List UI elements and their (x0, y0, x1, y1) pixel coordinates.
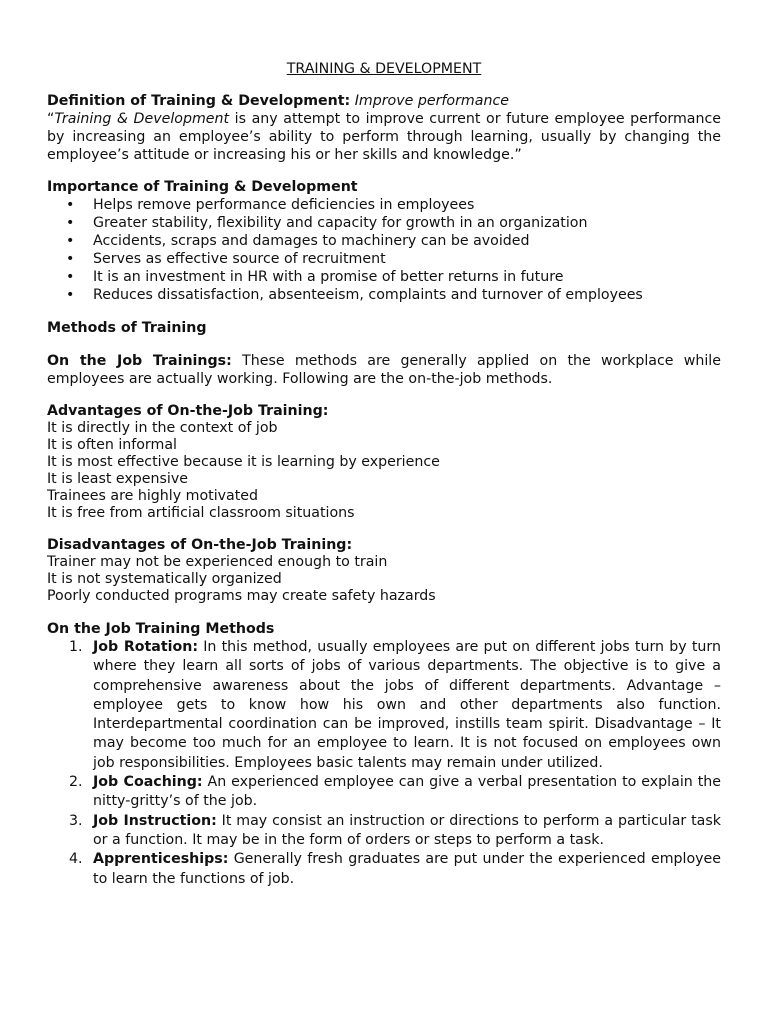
method-label: Job Instruction: (93, 812, 217, 829)
quote-open: “ (47, 111, 55, 127)
on-job-text: These methods are generally applied on the workplace while employees are actually working. Following are the on-the-job methods. (47, 353, 721, 387)
advantage-line: It is most effective because it is learning by experience (47, 454, 440, 470)
method-number: 2. (69, 774, 83, 791)
method-text: Generally fresh graduates are put under the experienced employee to learn the functions of job. (93, 851, 721, 887)
job-methods-list (47, 638, 721, 889)
bullet: • (66, 251, 75, 267)
method-text: An experienced employee can give a verbal presentation to explain the nitty-gritty’s of the job. (93, 774, 721, 810)
list-item (66, 232, 721, 250)
list-item-text: Greater stability, flexibility and capacity for growth in an organization (93, 215, 588, 231)
definition-text (47, 110, 721, 164)
methods-heading: Methods of Training (47, 320, 207, 336)
list-item (66, 196, 721, 214)
quote-rest: is any attempt to improve current or future employee performance by increasing an employee’s ability to perform through learning, usually by changing the employee’s attitude or increasing his or her skills and knowledge.” (47, 111, 721, 163)
importance-heading: Importance of Training & Development (47, 179, 358, 195)
definition-heading-line (47, 92, 721, 110)
disadvantages-heading: Disadvantages of On-the-Job Training: (47, 537, 353, 553)
method-label: Job Rotation: (93, 639, 199, 655)
advantage-line: It is directly in the context of job (47, 420, 278, 436)
method-number: 3. (69, 812, 83, 829)
advantages-section (47, 403, 721, 522)
method-item (69, 850, 721, 889)
bullet: • (66, 215, 75, 231)
list-item-text: Reduces dissatisfaction, absenteeism, complaints and turnover of employees (93, 287, 643, 303)
method-text: In this method, usually employees are put on different jobs turn by turn where they learn all sorts of jobs of various departments. The objective is to give a comprehensive awareness about the jobs of different departments. Advantage – employee gets to know how his own and other departments also function. Interdepartmental coordination can be improved, instills team spirit. Disadvantage – It may become too much for an employee to learn. It is not focused on employees own job responsibilities. Employees basic talents may remain under utilized. (93, 639, 721, 771)
method-label: Apprenticeships: (93, 851, 229, 868)
disadvantage-line: Trainer may not be experienced enough to train (47, 554, 388, 570)
importance-list (47, 196, 721, 304)
list-item-text: It is an investment in HR with a promise of better returns in future (93, 269, 564, 285)
method-text: It may consist an instruction or directions to perform a particular task or a function. It may be in the form of orders or steps to perform a task. (93, 812, 721, 848)
advantages-heading: Advantages of On-the-Job Training: (47, 403, 329, 419)
bullet: • (66, 197, 75, 213)
page-title: TRAINING & DEVELOPMENT (286, 61, 482, 77)
list-item (66, 250, 721, 268)
list-item (66, 268, 721, 286)
list-item-text: Accidents, scraps and damages to machinery can be avoided (93, 233, 530, 249)
on-job-label: On the Job Trainings: (47, 353, 232, 369)
method-number: 1. (69, 639, 83, 655)
bullet: • (66, 287, 75, 303)
job-methods-heading: On the Job Training Methods (47, 621, 275, 637)
bullet: • (66, 269, 75, 285)
disadvantages-section (47, 537, 721, 605)
bullet: • (66, 233, 75, 249)
disadvantage-line: It is not systematically organized (47, 571, 282, 587)
advantage-line: It is least expensive (47, 471, 188, 487)
disadvantage-line: Poorly conducted programs may create safety hazards (47, 588, 436, 604)
definition-heading: Definition of Training & Development: (47, 93, 351, 109)
list-item-text: Helps remove performance deficiencies in employees (93, 197, 475, 213)
method-item (69, 638, 721, 773)
list-item-text: Serves as effective source of recruitment (93, 251, 386, 267)
advantage-line: It is often informal (47, 437, 177, 453)
definition-subtitle: Improve performance (354, 93, 509, 109)
advantage-line: It is free from artificial classroom situations (47, 505, 355, 521)
method-item (69, 812, 721, 851)
method-label: Job Coaching: (93, 774, 203, 791)
method-number: 4. (69, 851, 83, 868)
list-item (66, 286, 721, 304)
on-job-paragraph (47, 352, 721, 388)
quote-term: Training & Development (54, 111, 230, 127)
list-item (66, 214, 721, 232)
method-item (69, 773, 721, 812)
advantage-line: Trainees are highly motivated (47, 488, 259, 504)
